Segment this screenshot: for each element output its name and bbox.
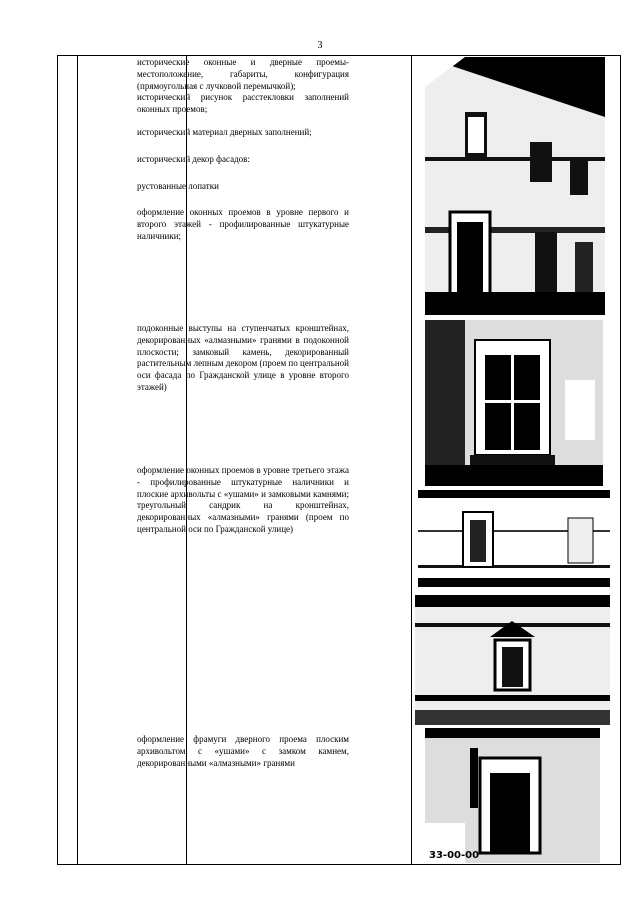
facade-photo-4 [415, 595, 610, 725]
column-divider [411, 56, 412, 864]
facade-photo-1 [425, 57, 605, 315]
text-door-material: исторический материал дверных заполнений; [137, 126, 312, 137]
description-block-2 [137, 323, 349, 394]
text-pilasters: рустованные лопатки [137, 180, 219, 191]
text-sill-brackets: подоконные выступы на ступенчатых кронштейнах, декорированных «алмазными» гранями в подоконной плоскости; замковый камень, декорированный растительным лепным декором (проем по центральной оси фасада по Гражданской улице в уровне второго этажей) [137, 323, 349, 392]
facade-photo-3 [418, 490, 610, 587]
description-block-1 [137, 57, 349, 243]
text-window-frames-3: оформление оконных проемов в уровне третьего этажа - профилированные штукатурные наличники и плоские архивольты с «ушами» и замковыми камнями; треугольный сандрик на кронштейнах, декорированных «алмазными» гранями (проем по центральной оси по Гражданской улице) [137, 465, 349, 534]
description-block-3 [137, 465, 349, 536]
text-window-frames-1-2: оформление оконных проемов в уровне первого и второго этажей - профилированные штукатурные наличники; [137, 207, 349, 241]
photo-stamp: 33-00-00 [429, 850, 480, 861]
text-openings: исторические оконные и дверные проемы- местоположение, габариты, конфигурация (прямоугольная с лучковой перемычкой); [137, 57, 349, 91]
text-glazing: исторический рисунок расстекловки заполнений оконных проемов; [137, 92, 349, 115]
text-facade-decor: исторический декор фасадов: [137, 153, 250, 164]
facade-photo-2 [425, 320, 603, 486]
column-divider [77, 56, 78, 864]
description-block-4 [137, 734, 349, 769]
page-number: 3 [317, 40, 323, 51]
facade-photo-5 [425, 728, 600, 863]
text-door-transom: оформление фрамуги дверного проема плоским архивольтом с «ушами» с замком камнем, декорированными «алмазными» гранями [137, 734, 349, 768]
